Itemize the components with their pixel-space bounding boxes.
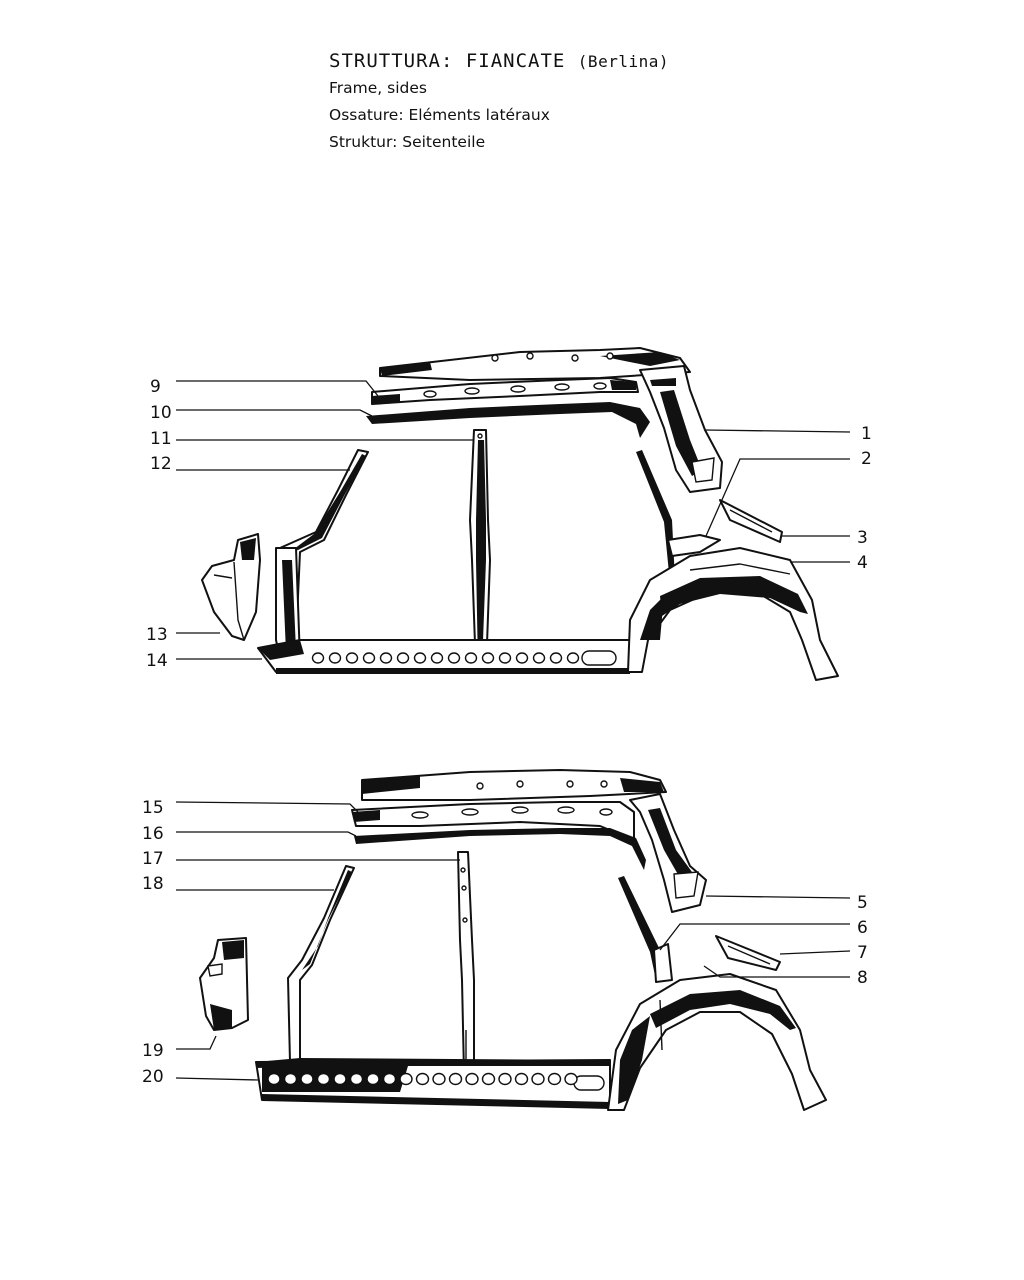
label-4: 4 (857, 553, 868, 573)
sill-hole (268, 1074, 280, 1085)
sill-hole (551, 653, 562, 663)
sill-hole (347, 653, 358, 663)
sill-hole (301, 1074, 313, 1085)
sill-hole (483, 1074, 495, 1085)
part-number-labels (142, 377, 872, 1087)
label-15: 15 (142, 798, 164, 818)
part-3-triangle-plate (720, 500, 782, 542)
sill-hole (415, 653, 426, 663)
sill-hole (318, 1074, 330, 1085)
title-german: Struktur: Seitenteile (329, 133, 486, 151)
sill-hole (565, 1074, 577, 1085)
label-16: 16 (142, 824, 164, 844)
sill-hole (499, 1074, 511, 1085)
label-11: 11 (150, 429, 172, 449)
sill-hole (364, 653, 375, 663)
sill-hole (534, 653, 545, 663)
sill-hole (517, 653, 528, 663)
title-qualifier: (Berlina) (577, 52, 669, 71)
sill-hole (500, 653, 511, 663)
label-7: 7 (857, 943, 868, 963)
sill-hole (285, 1074, 297, 1085)
leader-lines (176, 381, 850, 1080)
title-english: Frame, sides (329, 79, 427, 97)
sill-hole (516, 1074, 528, 1085)
sill-hole (334, 1074, 346, 1085)
part-9-roof-rail (372, 378, 638, 404)
label-5: 5 (857, 893, 868, 913)
sill-hole (398, 653, 409, 663)
sill-hole (384, 1074, 396, 1085)
sill-hole (367, 1074, 379, 1085)
part-13-hinge-pillar (202, 534, 260, 640)
label-19: 19 (142, 1041, 164, 1061)
part-7-triangle-plate (716, 936, 780, 970)
label-13: 13 (146, 625, 168, 645)
title-french: Ossature: Eléments latéraux (329, 106, 550, 124)
label-10: 10 (150, 403, 172, 423)
part-1-rear-pillar (640, 366, 722, 492)
label-8: 8 (857, 968, 868, 988)
sill-hole (449, 653, 460, 663)
sill-hole (432, 653, 443, 663)
label-2: 2 (861, 449, 872, 469)
part-11-b-pillar (470, 430, 490, 672)
sill-hole (330, 653, 341, 663)
part-18-a-pillar (288, 866, 354, 1062)
sill-hole (433, 1074, 445, 1085)
upper-assembly (202, 348, 838, 680)
label-6: 6 (857, 918, 868, 938)
sill-hole (351, 1074, 363, 1085)
sill-hole (466, 653, 477, 663)
title-main: STRUTTURA: FIANCATE (329, 50, 566, 72)
label-18: 18 (142, 874, 164, 894)
part-19-hinge-pillar (200, 938, 248, 1030)
label-1: 1 (861, 424, 872, 444)
sill-hole (532, 1074, 544, 1085)
sill-hole (483, 653, 494, 663)
sill-hole (549, 1074, 561, 1085)
lower-roof-rail (362, 770, 666, 800)
label-20: 20 (142, 1067, 164, 1087)
sill-hole (568, 653, 579, 663)
part-8-rear-wheelarch (608, 974, 826, 1110)
sill-hole (450, 1074, 462, 1085)
sill-hole (417, 1074, 429, 1085)
label-9: 9 (150, 377, 161, 397)
part-10-drip-rail (366, 402, 650, 438)
label-17: 17 (142, 849, 164, 869)
part-4-rear-wheelarch (628, 548, 838, 680)
part-6-arch-strip (654, 944, 672, 982)
label-14: 14 (146, 651, 168, 671)
label-12: 12 (150, 454, 172, 474)
sill-hole (466, 1074, 478, 1085)
lower-assembly (200, 770, 826, 1110)
part-17-b-pillar (458, 852, 474, 1074)
sill-hole (400, 1074, 412, 1085)
part-16-drip-rail (354, 828, 646, 870)
sill-hole (313, 653, 324, 663)
sill-hole (381, 653, 392, 663)
label-3: 3 (857, 528, 868, 548)
